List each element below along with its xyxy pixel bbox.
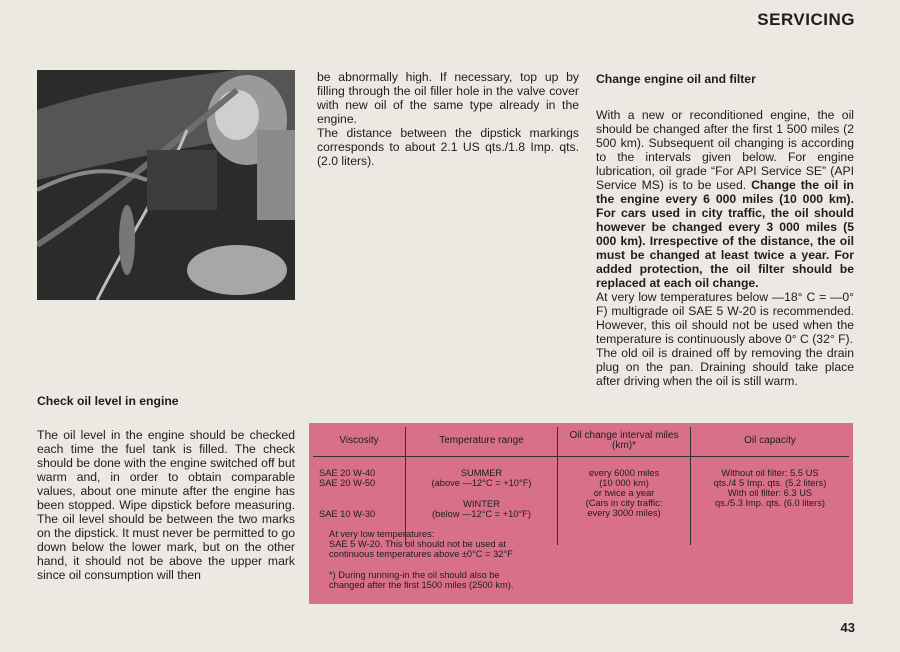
viscosity-cell: [319, 468, 375, 488]
left-column: [37, 428, 295, 582]
viscosity-value: SAE 20 W-40: [319, 468, 376, 478]
right-paragraph-2: At very low temperatures below —18° C = —0° F) multigrade oil SAE 5 W-20 is recommended. However, this oil should not be used when the temperature is continuously above 0° C (32° F).: [596, 290, 854, 346]
note-line: changed after the first 1500 miles (2500 km).: [329, 580, 514, 590]
right-paragraph-1-plain: With a new or reconditioned engine, the oil should be changed after the first 1 500 miles (2 500 km). Subsequent oil changing is according to the intervals given below. For engine lubrication, oil grade “For API Service SE” (API Service MS) is to be used.: [596, 108, 854, 192]
temperature-header: Temperature range: [439, 435, 524, 446]
temperature-summer: [406, 468, 557, 488]
note-line: continuous temperatures above ±0°C = 32°F: [329, 549, 513, 559]
interval-line: or twice a year: [593, 488, 655, 498]
interval-line: (10 000 km): [599, 478, 649, 488]
viscosity-value: SAE 10 W-30: [319, 509, 376, 519]
capacity-line: qts./4 5 Imp. qts. (5.2 liters): [713, 478, 827, 488]
check-oil-heading: Check oil level in engine: [37, 394, 179, 408]
interval-cell: [558, 468, 690, 518]
capacity-line: With oil filter: 6.3 US: [727, 488, 813, 498]
viscosity-header: Viscosity: [339, 435, 379, 446]
right-column: [596, 108, 854, 388]
engine-photo: [37, 70, 295, 300]
temperature-winter: [406, 499, 557, 519]
low-temp-note: [329, 529, 513, 559]
right-paragraph-1-bold: Change the oil in the engine every 6 000 miles (10 000 km). For cars used in city traffic, the oil should however be changed every 3 000 miles (5 000 km). Irrespective of the distance, the oil must be changed at least twice a year. For added protection, the oil filter should be replaced at each oil change.: [596, 178, 854, 290]
engine-photo-illustration: [37, 70, 295, 300]
interval-line: every 6000 miles: [588, 468, 660, 478]
change-oil-heading: Change engine oil and filter: [596, 72, 756, 86]
left-paragraph: The oil level in the engine should be checked each time the fuel tank is filled. The check should be done with the engine switched off but warm and, in order to obtain comparable values, about one minute after the engine has been stopped. Wipe dipstick before measuring. The oil level should be between the two marks on the dipstick. It must never be permitted to go down below the lower mark, but on the other hand, it should not be above the upper mark since oil consumption will then: [37, 428, 295, 582]
summer-label: SUMMER: [460, 468, 503, 478]
interval-line: every 3000 miles): [587, 508, 661, 518]
winter-range: (below —12°C = +10°F): [432, 509, 531, 519]
note-line: *) During running-in the oil should also be: [329, 570, 500, 580]
note-line: At very low temperatures:: [329, 529, 435, 539]
interval-header: Oil change interval miles (km)*: [569, 430, 679, 451]
right-paragraph-3: The old oil is drained off by removing the drain plug on the pan. Draining should take place after driving when the oil is still warm.: [596, 346, 854, 388]
page-number: 43: [840, 620, 855, 635]
middle-column: [317, 70, 579, 168]
table-header-divider: [313, 456, 849, 457]
viscosity-value: SAE 20 W-50: [319, 478, 376, 488]
page-header: SERVICING: [757, 10, 855, 29]
right-paragraph-1: [596, 108, 854, 290]
winter-label: WINTER: [463, 499, 500, 509]
capacity-cell: [691, 468, 849, 508]
middle-paragraph-1: be abnormally high. If necessary, top up by filling through the oil filler hole in the valve cover with new oil of the same type already in the engine.: [317, 70, 579, 126]
oil-table: [309, 423, 853, 604]
viscosity-cell: [319, 509, 375, 519]
summer-range: (above —12°C = +10°F): [431, 478, 532, 488]
running-in-note: [329, 570, 513, 590]
capacity-line: Without oil filter: 5.5 US: [721, 468, 819, 478]
capacity-header: Oil capacity: [744, 435, 796, 446]
middle-paragraph-2: The distance between the dipstick markings corresponds to about 2.1 US qts./1.8 Imp. qts. (2.0 liters).: [317, 126, 579, 168]
note-line: SAE 5 W-20. This oil should not be used at: [329, 539, 506, 549]
capacity-line: qs./5.3 Imp. qts. (6.0 liters): [714, 498, 826, 508]
interval-line: (Cars in city traffic:: [585, 498, 663, 508]
